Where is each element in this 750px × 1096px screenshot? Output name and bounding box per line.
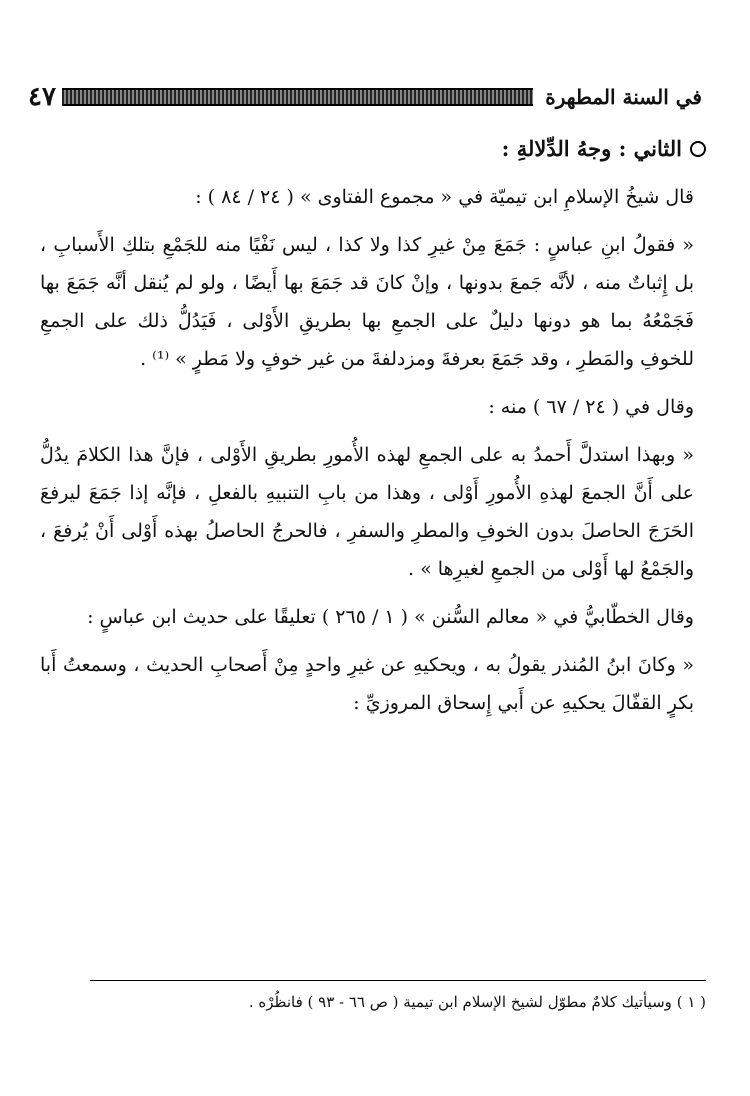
paragraph: « وبهذا استدلَّ أَحمدُ به على الجمعِ لهذه الأُمورِ بطريقِ الأَوْلى ، فإنَّ هذا الكلامَ يدُلُّ على أَنَّ الجمعَ لهذهِ الأُمورِ أَوْلى ، وهذا من بابِ التنبيهِ بالفعلِ ، فإنَّه إذا جَمَعَ ليرفعَ الحَرَجَ الحاصلَ بدون الخوفِ والمطرِ والسفرِ ، فالحرجُ الحاصلُ بهذه أَوْلى أَنْ يُرفعَ ، والجَمْعُ لها أَوْلى من الجمعِ لغيرِها » .	[40, 444, 694, 580]
paragraph: « وكانَ ابنُ المُنذر يقولُ به ، ويحكيهِ عن غيرِ واحدٍ مِنْ أَصحابِ الحديث ، وسمعتُ أَبا بكرٍ القفّالَ يحكيهِ عن أَبي إِسحاق المروزيِّ :	[40, 654, 694, 714]
footnote-divider	[90, 980, 706, 981]
running-title: في السنة المطهرة	[545, 85, 702, 109]
header-rule	[62, 88, 533, 106]
paragraph: وقال في ( ٢٤ / ٦٧ ) منه :	[488, 396, 694, 418]
section-title: الثاني : وجهُ الدِّلالةِ :	[501, 136, 682, 161]
paragraph: وقال الخطّابيُّ في « معالم السُّنن » ( ١ / ٢٦٥ ) تعليقًا على حديث ابن عباسٍ :	[87, 606, 694, 628]
section-heading	[40, 130, 706, 168]
page-header	[28, 80, 702, 114]
circle-bullet-icon	[690, 141, 706, 157]
paragraph: قال شيخُ الإسلامِ ابن تيميّة في « مجموع الفتاوى » ( ٢٤ / ٨٤ ) :	[195, 186, 694, 208]
paragraph: « فقولُ ابنِ عباسٍ : جَمَعَ مِنْ غيرِ كذا ولا كذا ، ليس نَفْيًا منه للجَمْعِ بتلكِ الأَسبابِ ، بل إِثباتٌ منه ، لأنَّه جَمعَ بدونها ، وإنْ كانَ قد جَمَعَ بها أَيضًا ، ولو لم يُنقل أنَّه جَمَعَ بها فَجَمْعُهُ بما هو دونها دليلٌ على الجمعِ بها بطريقِ الأَوْلى ، فَيَدُلُّ ذلك على الجمعِ للخوفِ والمَطرِ ، وقد جَمَعَ بعرفةَ ومزدلفةَ من غير خوفٍ ولا مَطرٍ » ⁽¹⁾ .	[40, 234, 694, 370]
footnote: ( ١ ) وسيأتيك كلامٌ مطوّل لشيخ الإسلام ابن تيمية ( ص ٦٦ - ٩٣ ) فانظُرْه .	[248, 993, 706, 1011]
page-number: ٤٧	[28, 82, 56, 112]
page-body	[40, 130, 706, 732]
